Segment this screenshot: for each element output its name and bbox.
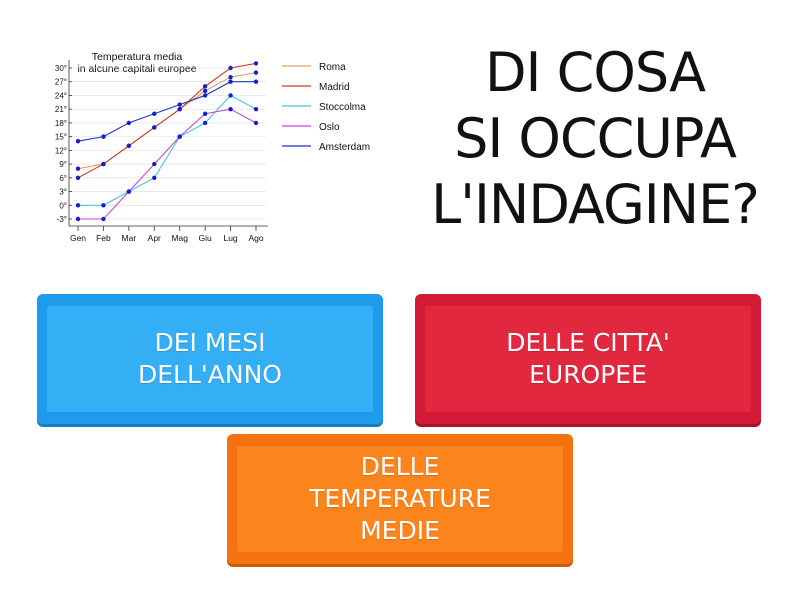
data-point [152, 125, 156, 129]
data-point [76, 176, 80, 180]
temperature-chart-svg [28, 44, 388, 254]
data-point [127, 144, 131, 148]
data-point [203, 89, 207, 93]
data-point [254, 80, 258, 84]
chart-title: Temperatura media [91, 51, 183, 63]
x-tick-label: Feb [96, 233, 111, 243]
question-line-2: SI OCCUPA [454, 107, 736, 170]
y-tick-label: 0° [59, 201, 67, 211]
legend-label: Amsterdam [319, 142, 371, 153]
data-point [127, 121, 131, 125]
y-tick-label: 24° [54, 91, 67, 101]
data-point [203, 84, 207, 88]
x-tick-label: Mar [121, 233, 137, 243]
y-tick-label: 27° [54, 77, 67, 87]
question-line-3: L'INDAGINE? [431, 173, 759, 236]
y-tick-label: 6° [59, 173, 67, 183]
data-point [254, 61, 258, 65]
answer-label: DEI MESI DELL'ANNO [138, 328, 282, 389]
question-line-1: DI COSA [484, 41, 706, 104]
x-tick-label: Ago [248, 233, 264, 243]
legend-label: Stoccolma [319, 102, 366, 113]
y-tick-label: -3° [56, 215, 67, 224]
data-point [76, 166, 80, 170]
data-point [203, 112, 207, 116]
x-tick-label: Lug [223, 233, 238, 243]
data-point [178, 107, 182, 111]
x-tick-label: Gen [69, 233, 87, 243]
data-point [152, 162, 156, 166]
x-tick-label: Giu [198, 233, 212, 243]
data-point [228, 80, 232, 84]
legend-label: Roma [319, 62, 346, 73]
y-tick-label: 3° [59, 187, 67, 197]
answer-label: DELLE TEMPERATURE MEDIE [309, 452, 491, 545]
data-point [101, 162, 105, 166]
answer-button-cities[interactable] [415, 294, 761, 424]
chart-title: in alcune capitali europee [77, 63, 197, 75]
data-point [76, 203, 80, 207]
x-tick-label: Mag [171, 233, 188, 243]
data-point [101, 217, 105, 221]
answer-button-temperatures[interactable] [227, 434, 573, 564]
data-point [152, 176, 156, 180]
temperature-chart [28, 44, 388, 254]
legend-label: Oslo [319, 122, 340, 133]
data-point [228, 66, 232, 70]
data-point [254, 70, 258, 74]
data-point [152, 112, 156, 116]
data-point [203, 121, 207, 125]
data-point [101, 203, 105, 207]
data-point [76, 139, 80, 143]
x-tick-label: Apr [147, 233, 161, 243]
y-tick-label: 9° [59, 160, 67, 170]
y-tick-label: 15° [54, 132, 67, 142]
data-point [228, 75, 232, 79]
data-point [76, 217, 80, 221]
y-tick-label: 18° [54, 118, 67, 128]
data-point [254, 107, 258, 111]
data-point [127, 189, 131, 193]
answer-label: DELLE CITTA' EUROPEE [506, 328, 670, 389]
data-point [203, 93, 207, 97]
data-point [228, 93, 232, 97]
question-text [405, 40, 785, 238]
data-point [228, 107, 232, 111]
y-tick-label: 21° [54, 105, 67, 115]
y-tick-label: 12° [54, 146, 67, 156]
legend-label: Madrid [319, 82, 350, 93]
data-point [178, 102, 182, 106]
data-point [178, 134, 182, 138]
y-tick-label: 30° [54, 64, 67, 73]
data-point [101, 134, 105, 138]
answer-button-months[interactable] [37, 294, 383, 424]
plot-area [68, 60, 270, 225]
data-point [254, 121, 258, 125]
